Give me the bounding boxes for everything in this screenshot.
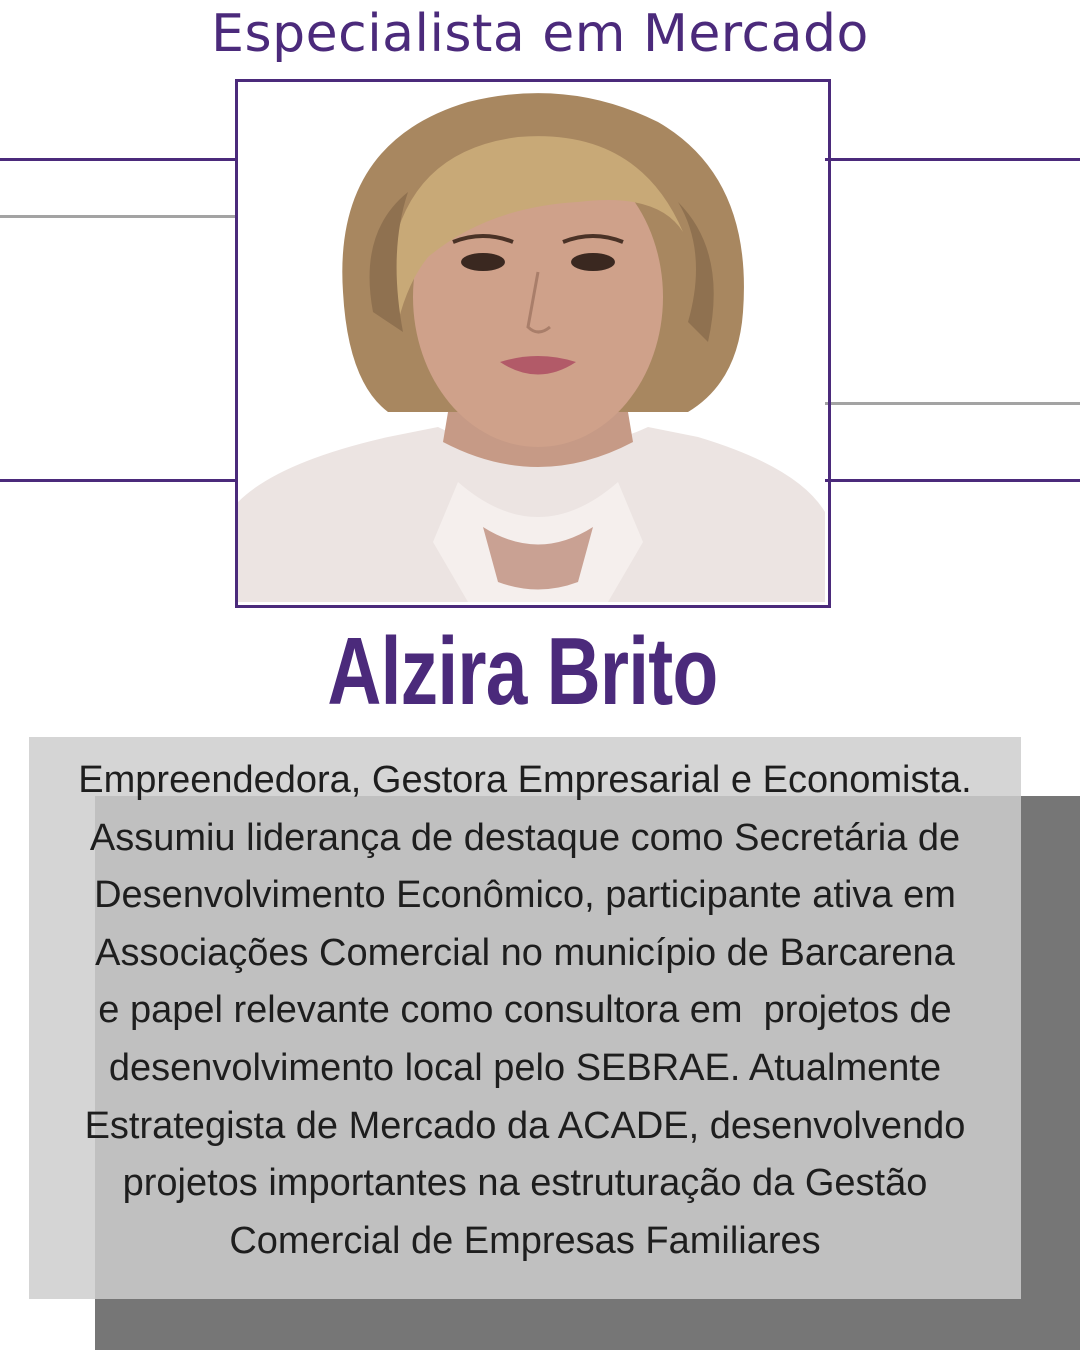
bio-line: Associações Comercial no município de Barcarena — [95, 931, 955, 974]
person-name: Alzira Brito — [327, 618, 718, 725]
bio-line: projetos importantes na estruturação da Gestão — [122, 1162, 928, 1205]
portrait-frame — [235, 79, 831, 608]
bio-line: e papel relevante como consultora em projetos de — [98, 989, 952, 1032]
bio-line: Empreendedora, Gestora Empresarial e Economista. — [78, 759, 972, 801]
decor-line-gray-right — [800, 402, 1080, 405]
page-title: Especialista em Mercado — [211, 4, 869, 64]
bio-line: Desenvolvimento Econômico, participante ativa em — [94, 874, 956, 917]
bio-text — [29, 752, 1021, 1270]
bio-line: desenvolvimento local pelo SEBRAE. Atualmente — [108, 1046, 942, 1089]
bio-line: Assumiu liderança de destaque como Secretária de — [89, 816, 961, 859]
bio-line: Comercial de Empresas Familiares — [229, 1219, 821, 1262]
bio-line: Estrategista de Mercado da ACADE, desenvolvendo — [84, 1104, 966, 1147]
